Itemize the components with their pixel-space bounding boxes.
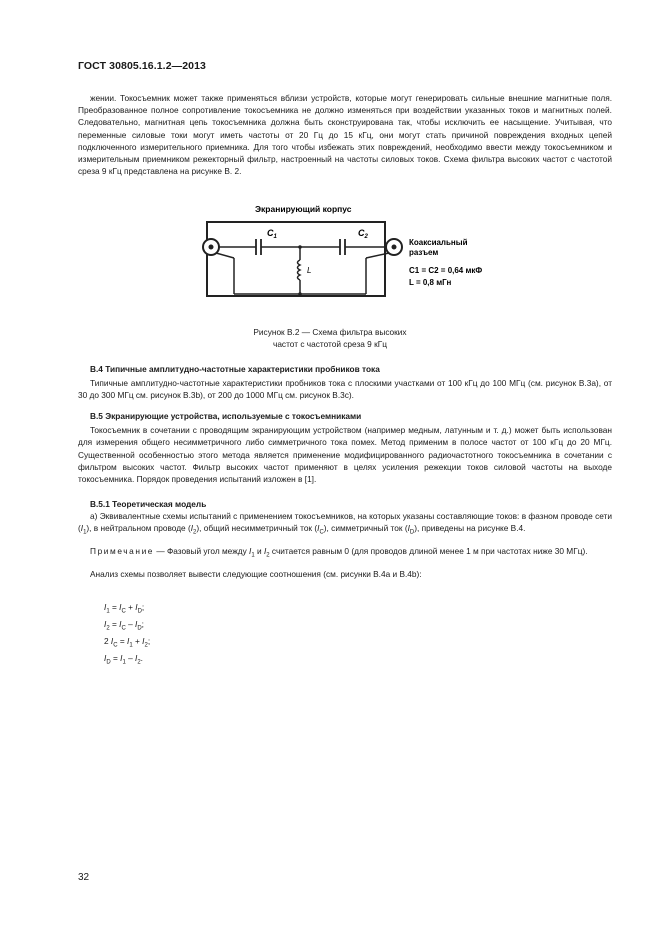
capacitance-value: C1 = C2 = 0,64 мкФ [409, 266, 483, 275]
c1-label: $C_1$ [267, 228, 277, 240]
section-b51 [78, 498, 612, 580]
inductor-label: L [307, 266, 312, 275]
section-b51-heading: В.5.1 Теоретическая модель [90, 499, 207, 509]
document-header: ГОСТ 30805.16.1.2—2013 [78, 60, 206, 72]
section-b4-body: Типичные амплитудно-частотные характеристики пробников тока с плоскими участками от 100 кГц до 100 МГц (см. рисунок В.3а), от 30 до 300 МГц см. рисунок В.3b), от 200 до 1000 МГц см. рисунок В.3с). [78, 378, 612, 401]
enclosure-label: Экранирующий корпус [255, 204, 352, 214]
page-number: 32 [78, 872, 90, 883]
equation-1: $I_1 = I_C + I_D$; [104, 602, 145, 615]
section-b4-heading: В.4 Типичные амплитудно-частотные характеристики пробников тока [90, 364, 380, 374]
section-b5-heading: В.5 Экранирующие устройства, используемые с токосъемниками [90, 411, 362, 421]
equation-2: $I_2 = I_C - I_D$; [104, 618, 144, 632]
section-b5-body: Токосъемник в сочетании с проводящим экранирующим устройством (например медным, латунным и т. д.) может быть использован для измерения общего несимметричного либо симметричного тока помех. Метод применим в полосе частот от 100 кГц до 20 МГц. Существенной особенностью этого метода является применение модифицированного радиочастотного токосъемника в сочетании с фильтром высоких частот. Фильтр высоких частот применяют в целях усиления режекции токов силовой частоты на выходе токосъемника. Порядок проведения испытаний изложен в [1]. [78, 425, 612, 485]
inductor-coil-icon [298, 260, 301, 280]
analysis-paragraph: Анализ схемы позволяет вывести следующие соотношения (см. рисунки В.4а и В.4b): [90, 569, 422, 580]
c2-label: $C_2$ [358, 228, 368, 240]
equation-3: 2 $I_C = I_1 + I_2$; [104, 635, 151, 649]
note-paragraph: Примечание — Фазовый угол между $I_1$ и $I_2$ считается равным 0 (для проводов длиной менее 1 м при частотах ниже 30 МГц). [90, 546, 588, 559]
equations-block [104, 601, 150, 668]
item-a-paragraph: а) Эквивалентные схемы испытаний с применением токосъемников, на которых указаны составляющие токов: в фазном проводе сети $(I_1)$, в нейтральном проводе $(I_2)$, общий несимметричный ток $(I_C)$, симметричный ток $(I_D)$, приведены на рисунке В.4. [78, 511, 612, 537]
section-b4 [78, 363, 612, 402]
connector-label-line1: Коаксиальный [409, 238, 468, 247]
figure-caption [200, 326, 460, 350]
intro-paragraph: жении. Токосъемник может также применяться вблизи устройств, которые могут генерировать сильные внешние магнитные поля. Преобразованное полное сопротивление токосъемника не должно изменяться при воздействии указанных токов и магнитных полей. Следовательно, магнитная цепь токосъемника должна быть сконструирована так, чтобы исключить ее насыщение. Учитывая, что переменные силовые токи могут иметь частоты от 20 Гц до 15 кГц, они могут стать причиной повреждения входных цепей подключенного измерительного приемника. Для того чтобы избежать этих повреждений, необходимо ввести между токосъемником и измерительным приемником режекторный фильтр, настроенный на частоты силовых токов. Схема фильтра высоких частот с частотой среза 9 кГц представлена на рисунке В. 2. [78, 93, 612, 177]
highpass-filter-diagram [0, 200, 661, 300]
figure-caption-line2: частот с частотой среза 9 кГц [273, 339, 387, 349]
connector-label-line2: разъем [409, 248, 439, 257]
note-label: Примечание [90, 546, 155, 557]
figure-caption-line1: Рисунок В.2 — Схема фильтра высоких [253, 327, 407, 337]
inductance-value: L = 0,8 мГн [409, 278, 452, 287]
section-b5 [78, 410, 612, 485]
intro-paragraph-block [78, 92, 612, 177]
equation-4: $I_D = I_1 - I_2$. [104, 652, 143, 666]
